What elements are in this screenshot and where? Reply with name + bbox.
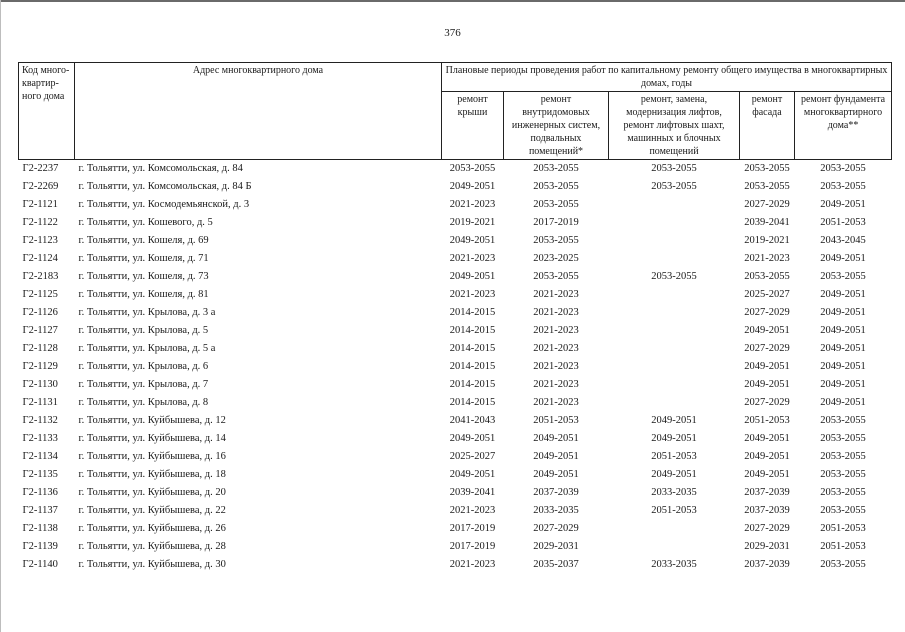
elevators-period-cell (609, 286, 740, 304)
address-cell: г. Тольятти, ул. Куйбышева, д. 16 (78, 451, 226, 462)
foundation-period-cell: 2053-2055 (820, 451, 866, 462)
roof-period-cell: 2049-2051 (449, 271, 496, 282)
header-roof: ремонт крыши (442, 92, 504, 160)
table-row (19, 538, 892, 556)
roof-period-cell: 2049-2051 (449, 235, 496, 246)
header-elevators: ремонт, замена, модернизация лифтов, ремонт лифтовых шахт, машинных и блочных помещений (609, 92, 740, 160)
table-row (19, 232, 892, 250)
facade-period-cell: 2049-2051 (744, 451, 790, 462)
table-row (19, 430, 892, 448)
elevators-period-cell: 2051-2053 (651, 451, 697, 462)
foundation-period-cell: 2053-2055 (820, 487, 866, 498)
foundation-period-cell: 2053-2055 (820, 505, 866, 516)
elevators-period-cell: 2053-2055 (651, 163, 697, 174)
code-cell: Г2-1125 (22, 289, 58, 300)
engineering-period-cell: 2033-2035 (533, 505, 579, 516)
table-row (19, 322, 892, 340)
address-cell: г. Тольятти, ул. Куйбышева, д. 12 (78, 415, 226, 426)
roof-period-cell: 2017-2019 (449, 523, 496, 534)
facade-period-cell: 2037-2039 (744, 487, 790, 498)
facade-period-cell: 2053-2055 (744, 181, 790, 192)
header-code: Код много-квартир-ного дома (19, 63, 75, 160)
roof-period-cell: 2049-2051 (449, 181, 496, 192)
elevators-period-cell (609, 304, 740, 322)
elevators-period-cell (609, 358, 740, 376)
foundation-period-cell: 2049-2051 (820, 397, 866, 408)
engineering-period-cell: 2021-2023 (533, 289, 579, 300)
facade-period-cell: 2037-2039 (744, 559, 790, 570)
table-row (19, 214, 892, 232)
table-row (19, 376, 892, 394)
header-periods: Плановые периоды проведения работ по капитальному ремонту общего имущества в многоквартирных домах, годы (442, 63, 892, 92)
code-cell: Г2-1122 (22, 217, 58, 228)
table-row (19, 250, 892, 268)
code-cell: Г2-1139 (22, 541, 58, 552)
table-row (19, 160, 892, 179)
address-cell: г. Тольятти, ул. Крылова, д. 7 (78, 379, 209, 390)
table-row (19, 340, 892, 358)
code-cell: Г2-1135 (22, 469, 58, 480)
engineering-period-cell: 2021-2023 (533, 343, 579, 354)
engineering-period-cell: 2021-2023 (533, 379, 579, 390)
foundation-period-cell: 2049-2051 (820, 253, 866, 264)
repair-schedule-table (18, 62, 892, 574)
roof-period-cell: 2021-2023 (449, 289, 496, 300)
elevators-period-cell (609, 196, 740, 214)
engineering-period-cell: 2053-2055 (533, 199, 579, 210)
header-address: Адрес многоквартирного дома (75, 63, 442, 160)
facade-period-cell: 2049-2051 (744, 469, 790, 480)
facade-period-cell: 2049-2051 (744, 325, 790, 336)
code-cell: Г2-2269 (22, 181, 59, 192)
engineering-period-cell: 2021-2023 (533, 397, 579, 408)
address-cell: г. Тольятти, ул. Куйбышева, д. 26 (78, 523, 226, 534)
address-cell: г. Тольятти, ул. Куйбышева, д. 22 (78, 505, 226, 516)
scan-edge-top (0, 0, 905, 2)
facade-period-cell: 2051-2053 (744, 415, 790, 426)
address-cell: г. Тольятти, ул. Космодемьянской, д. 3 (78, 199, 250, 210)
facade-period-cell: 2027-2029 (744, 343, 790, 354)
engineering-period-cell: 2035-2037 (533, 559, 579, 570)
code-cell: Г2-1132 (22, 415, 58, 426)
address-cell: г. Тольятти, ул. Крылова, д. 6 (78, 361, 209, 372)
engineering-period-cell: 2053-2055 (533, 235, 579, 246)
roof-period-cell: 2053-2055 (449, 163, 496, 174)
roof-period-cell: 2021-2023 (449, 199, 496, 210)
elevators-period-cell: 2049-2051 (651, 415, 697, 426)
page-number: 376 (444, 27, 461, 39)
address-cell: г. Тольятти, ул. Кошеля, д. 81 (78, 289, 209, 300)
code-cell: Г2-1134 (22, 451, 58, 462)
code-cell: Г2-1126 (22, 307, 58, 318)
address-cell: г. Тольятти, ул. Кошеля, д. 73 (78, 271, 209, 282)
code-cell: Г2-1140 (22, 559, 58, 570)
roof-period-cell: 2014-2015 (449, 397, 496, 408)
table-row (19, 412, 892, 430)
elevators-period-cell: 2053-2055 (651, 271, 697, 282)
code-cell: Г2-2237 (22, 163, 59, 174)
elevators-period-cell: 2049-2051 (651, 433, 697, 444)
code-cell: Г2-1133 (22, 433, 58, 444)
elevators-period-cell: 2033-2035 (651, 559, 697, 570)
facade-period-cell: 2039-2041 (744, 217, 790, 228)
address-cell: г. Тольятти, ул. Куйбышева, д. 18 (78, 469, 226, 480)
elevators-period-cell (609, 250, 740, 268)
elevators-period-cell (609, 214, 740, 232)
engineering-period-cell: 2051-2053 (533, 415, 579, 426)
address-cell: г. Тольятти, ул. Куйбышева, д. 28 (78, 541, 226, 552)
elevators-period-cell: 2053-2055 (651, 181, 697, 192)
facade-period-cell: 2049-2051 (744, 379, 790, 390)
engineering-period-cell: 2021-2023 (533, 307, 579, 318)
table-row (19, 520, 892, 538)
elevators-period-cell (609, 322, 740, 340)
address-cell: г. Тольятти, ул. Крылова, д. 3 а (78, 307, 216, 318)
facade-period-cell: 2049-2051 (744, 433, 790, 444)
code-cell: Г2-1123 (22, 235, 58, 246)
scan-edge-left (0, 0, 1, 632)
engineering-period-cell: 2017-2019 (533, 217, 579, 228)
facade-period-cell: 2025-2027 (744, 289, 790, 300)
roof-period-cell: 2014-2015 (449, 379, 496, 390)
engineering-period-cell: 2049-2051 (533, 433, 579, 444)
roof-period-cell: 2021-2023 (449, 505, 496, 516)
code-cell: Г2-1128 (22, 343, 58, 354)
facade-period-cell: 2037-2039 (744, 505, 790, 516)
code-cell: Г2-1121 (22, 199, 58, 210)
engineering-period-cell: 2037-2039 (533, 487, 579, 498)
facade-period-cell: 2049-2051 (744, 361, 790, 372)
facade-period-cell: 2053-2055 (744, 271, 790, 282)
foundation-period-cell: 2053-2055 (820, 415, 866, 426)
address-cell: г. Тольятти, ул. Кошеля, д. 69 (78, 235, 209, 246)
roof-period-cell: 2039-2041 (449, 487, 496, 498)
engineering-period-cell: 2023-2025 (533, 253, 579, 264)
table-header (19, 63, 892, 160)
address-cell: г. Тольятти, ул. Кошевого, д. 5 (78, 217, 213, 228)
roof-period-cell: 2017-2019 (449, 541, 496, 552)
table-row (19, 502, 892, 520)
foundation-period-cell: 2053-2055 (820, 163, 866, 174)
table-body (19, 160, 892, 575)
header-foundation: ремонт фундамента многоквартирного дома** (795, 92, 892, 160)
table-row (19, 286, 892, 304)
header-facade: ремонт фасада (740, 92, 795, 160)
code-cell: Г2-1130 (22, 379, 58, 390)
engineering-period-cell: 2027-2029 (533, 523, 579, 534)
engineering-period-cell: 2053-2055 (533, 181, 579, 192)
table-row (19, 196, 892, 214)
elevators-period-cell (609, 340, 740, 358)
engineering-period-cell: 2053-2055 (533, 163, 579, 174)
roof-period-cell: 2021-2023 (449, 559, 496, 570)
foundation-period-cell: 2053-2055 (820, 559, 866, 570)
repair-schedule-table-wrap (18, 62, 891, 574)
table-row (19, 466, 892, 484)
roof-period-cell: 2014-2015 (449, 361, 496, 372)
facade-period-cell: 2027-2029 (744, 523, 790, 534)
table-row (19, 304, 892, 322)
code-cell: Г2-2183 (22, 271, 59, 282)
facade-period-cell: 2027-2029 (744, 397, 790, 408)
facade-period-cell: 2027-2029 (744, 199, 790, 210)
engineering-period-cell: 2053-2055 (533, 271, 579, 282)
foundation-period-cell: 2049-2051 (820, 343, 866, 354)
roof-period-cell: 2014-2015 (449, 325, 496, 336)
facade-period-cell: 2027-2029 (744, 307, 790, 318)
foundation-period-cell: 2053-2055 (820, 433, 866, 444)
facade-period-cell: 2053-2055 (744, 163, 790, 174)
roof-period-cell: 2049-2051 (449, 433, 496, 444)
address-cell: г. Тольятти, ул. Комсомольская, д. 84 (78, 163, 243, 174)
table-row (19, 268, 892, 286)
engineering-period-cell: 2049-2051 (533, 451, 579, 462)
foundation-period-cell: 2053-2055 (820, 469, 866, 480)
roof-period-cell: 2021-2023 (449, 253, 496, 264)
table-row (19, 556, 892, 574)
foundation-period-cell: 2049-2051 (820, 361, 866, 372)
elevators-period-cell (609, 520, 740, 538)
facade-period-cell: 2019-2021 (744, 235, 790, 246)
foundation-period-cell: 2049-2051 (820, 289, 866, 300)
roof-period-cell: 2049-2051 (449, 469, 496, 480)
address-cell: г. Тольятти, ул. Комсомольская, д. 84 Б (78, 181, 252, 192)
engineering-period-cell: 2049-2051 (533, 469, 579, 480)
table-row (19, 448, 892, 466)
address-cell: г. Тольятти, ул. Куйбышева, д. 30 (78, 559, 226, 570)
elevators-period-cell (609, 394, 740, 412)
foundation-period-cell: 2043-2045 (820, 235, 866, 246)
foundation-period-cell: 2051-2053 (820, 523, 866, 534)
engineering-period-cell: 2021-2023 (533, 325, 579, 336)
table-row (19, 484, 892, 502)
foundation-period-cell: 2049-2051 (820, 199, 866, 210)
code-cell: Г2-1131 (22, 397, 58, 408)
table-row (19, 394, 892, 412)
elevators-period-cell: 2051-2053 (651, 505, 697, 516)
elevators-period-cell (609, 376, 740, 394)
foundation-period-cell: 2049-2051 (820, 379, 866, 390)
address-cell: г. Тольятти, ул. Крылова, д. 5 (78, 325, 209, 336)
address-cell: г. Тольятти, ул. Крылова, д. 5 а (78, 343, 216, 354)
code-cell: Г2-1136 (22, 487, 58, 498)
engineering-period-cell: 2021-2023 (533, 361, 579, 372)
roof-period-cell: 2014-2015 (449, 343, 496, 354)
foundation-period-cell: 2053-2055 (820, 271, 866, 282)
elevators-period-cell (609, 538, 740, 556)
facade-period-cell: 2021-2023 (744, 253, 790, 264)
code-cell: Г2-1127 (22, 325, 58, 336)
roof-period-cell: 2014-2015 (449, 307, 496, 318)
code-cell: Г2-1124 (22, 253, 58, 264)
header-engineering: ремонт внутридомовых инженерных систем, подвальных помещений* (504, 92, 609, 160)
elevators-period-cell: 2033-2035 (651, 487, 697, 498)
facade-period-cell: 2029-2031 (744, 541, 790, 552)
address-cell: г. Тольятти, ул. Крылова, д. 8 (78, 397, 209, 408)
table-row (19, 358, 892, 376)
foundation-period-cell: 2051-2053 (820, 217, 866, 228)
elevators-period-cell: 2049-2051 (651, 469, 697, 480)
code-cell: Г2-1138 (22, 523, 58, 534)
address-cell: г. Тольятти, ул. Куйбышева, д. 20 (78, 487, 226, 498)
address-cell: г. Тольятти, ул. Кошеля, д. 71 (78, 253, 209, 264)
elevators-period-cell (609, 232, 740, 250)
foundation-period-cell: 2053-2055 (820, 181, 866, 192)
code-cell: Г2-1137 (22, 505, 58, 516)
foundation-period-cell: 2049-2051 (820, 325, 866, 336)
foundation-period-cell: 2049-2051 (820, 307, 866, 318)
roof-period-cell: 2041-2043 (449, 415, 496, 426)
engineering-period-cell: 2029-2031 (533, 541, 579, 552)
foundation-period-cell: 2051-2053 (820, 541, 866, 552)
roof-period-cell: 2019-2021 (449, 217, 496, 228)
address-cell: г. Тольятти, ул. Куйбышева, д. 14 (78, 433, 226, 444)
table-row (19, 178, 892, 196)
code-cell: Г2-1129 (22, 361, 58, 372)
roof-period-cell: 2025-2027 (449, 451, 496, 462)
